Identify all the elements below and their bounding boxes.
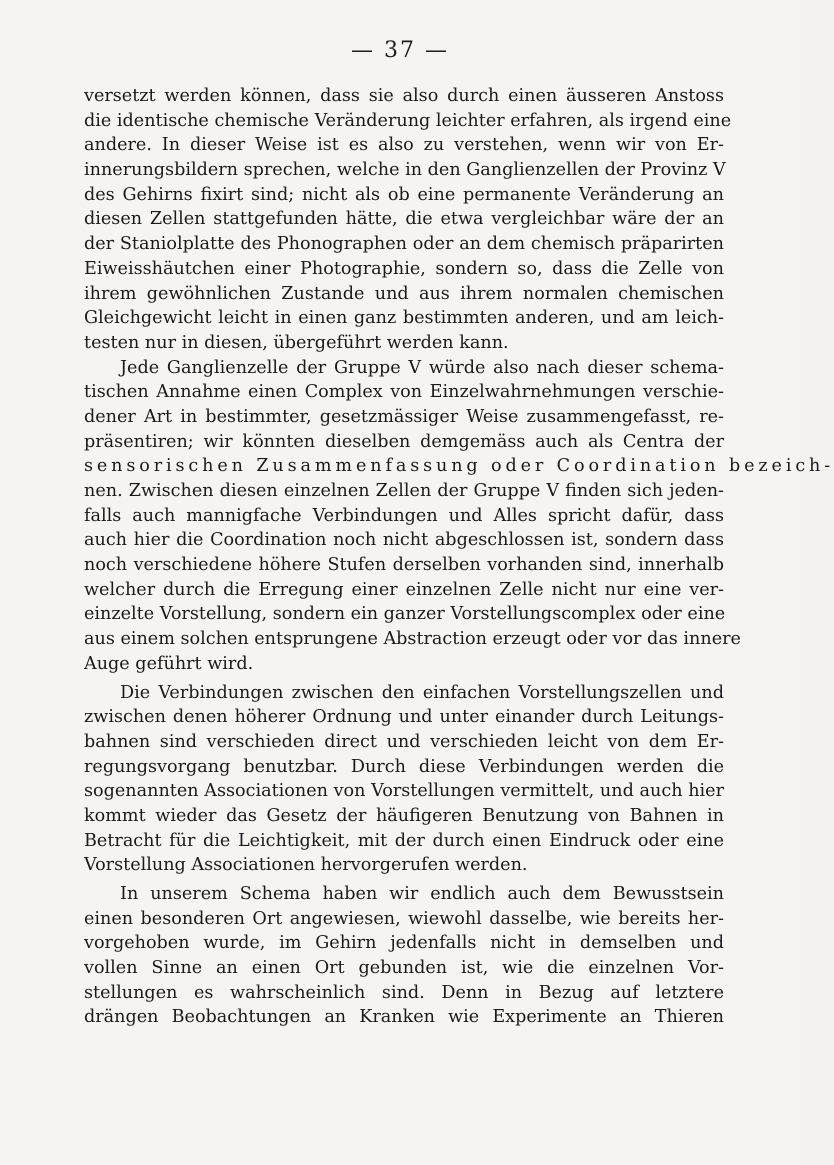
body-text: [84, 84, 834, 1030]
text-line: kommt wieder das Gesetz der häufigeren Benutzung von Bahnen in: [84, 805, 724, 826]
paragraph-3: [84, 681, 724, 879]
text-line: einzelte Vorstellung, sondern ein ganzer Vorstellungscomplex oder eine: [84, 604, 726, 625]
text-line: dener Art in bestimmter, gesetzmässiger Weise zusammengefasst, re-: [84, 406, 724, 427]
text-line: die identische chemische Veränderung leichter erfahren, als irgend eine: [84, 110, 732, 131]
text-line: nen. Zwischen diesen einzelnen Zellen der Gruppe V finden sich jeden-: [84, 481, 724, 501]
text-line: auch hier die Coordination noch nicht abgeschlossen ist, sondern dass: [84, 530, 724, 551]
page-number: — 37 —: [351, 38, 449, 63]
text-line: zwischen denen höherer Ordnung und unter einander durch Leitungs-: [84, 707, 724, 728]
text-line: einen besonderen Ort angewiesen, wiewohl dasselbe, wie bereits her-: [84, 908, 724, 929]
text-line: des Gehirns fixirt sind; nicht als ob eine permanente Veränderung an: [84, 184, 724, 205]
text-line: sensorischen Zusammenfassung oder Coordination bezeich-: [84, 456, 834, 477]
text-line: tischen Annahme einen Complex von Einzelwahrnehmungen verschie-: [84, 382, 724, 403]
text-line: vorgehoben wurde, im Gehirn jedenfalls nicht in demselben und: [84, 933, 724, 954]
text-line: Eiweisshäutchen einer Photographie, sondern so, dass die Zelle von: [84, 258, 724, 279]
text-line: sogenannten Associationen von Vorstellungen vermittelt, und auch hier: [84, 781, 724, 802]
paragraph-4: [84, 882, 724, 1030]
text-line: drängen Beobachtungen an Kranken wie Experimente an Thieren: [84, 1007, 724, 1028]
text-line: diesen Zellen stattgefunden hätte, die etwa vergleichbar wäre der an: [84, 209, 724, 230]
text-line: Vorstellung Associationen hervorgerufen werden.: [84, 855, 528, 876]
text-line: falls auch mannigfache Verbindungen und Alles spricht dafür, dass: [84, 505, 724, 526]
text-line: stellungen es wahrscheinlich sind. Denn in Bezug auf letztere: [84, 982, 724, 1003]
text-line: welcher durch die Erregung einer einzelnen Zelle nicht nur eine ver-: [84, 579, 724, 600]
text-line: Die Verbindungen zwischen den einfachen Vorstellungszellen und: [120, 682, 724, 703]
text-line: Gleichgewicht leicht in einen ganz bestimmten anderen, und am leich-: [84, 308, 724, 329]
text-line: versetzt werden können, dass sie also durch einen äusseren Anstoss: [84, 86, 724, 106]
text-line: regungsvorgang benutzbar. Durch diese Verbindungen werden die: [84, 756, 724, 777]
text-line: Jede Ganglienzelle der Gruppe V würde also nach dieser schema-: [120, 357, 724, 378]
paragraph-1: [84, 84, 732, 356]
text-line: der Staniolplatte des Phonographen oder an dem chemisch präparirten: [84, 234, 724, 255]
paragraph-2: [84, 356, 834, 677]
text-line: innerungsbildern sprechen, welche in den Ganglienzellen der Provinz V: [84, 160, 726, 181]
text-line: In unserem Schema haben wir endlich auch dem Bewusstsein: [120, 884, 724, 904]
text-line: aus einem solchen entsprungene Abstraction erzeugt oder vor das innere: [84, 629, 741, 650]
text-line: Auge geführt wird.: [84, 653, 254, 674]
text-line: andere. In dieser Weise ist es also zu verstehen, wenn wir von Er-: [84, 135, 724, 156]
text-line: noch verschiedene höhere Stufen derselben vorhanden sind, innerhalb: [84, 555, 724, 576]
text-line: vollen Sinne an einen Ort gebunden ist, wie die einzelnen Vor-: [84, 958, 724, 979]
text-line: ihrem gewöhnlichen Zustande und aus ihrem normalen chemischen: [84, 283, 724, 304]
text-line: testen nur in diesen, übergeführt werden kann.: [84, 332, 509, 353]
text-line: bahnen sind verschieden direct und verschieden leicht von dem Er-: [84, 731, 724, 752]
text-line: präsentiren; wir könnten dieselben demgemäss auch als Centra der: [84, 431, 724, 452]
text-line: Betracht für die Leichtigkeit, mit der durch einen Eindruck oder eine: [84, 830, 724, 851]
